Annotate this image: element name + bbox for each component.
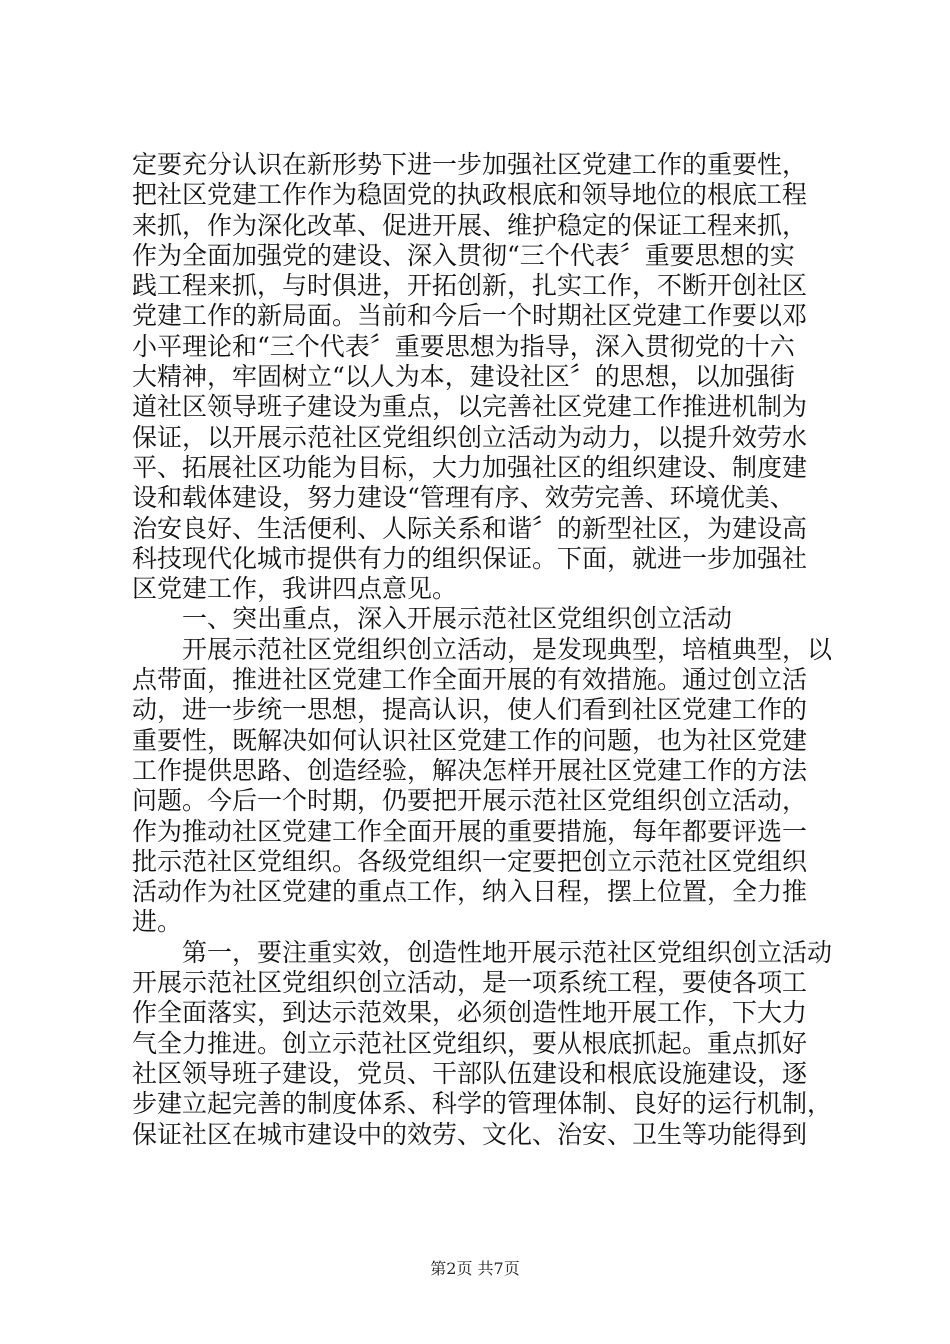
text-line: 活动作为社区党建的重点工作，纳入日程，摆上位置，全力推	[132, 877, 808, 907]
text-line: 问题。今后一个时期，仍要把开展示范社区党组织创立活动，	[132, 786, 808, 816]
text-line: 治安良好、生活便利、人际关系和谐〞的新型社区，为建设高	[132, 513, 808, 543]
text-line: 一、突出重点，深入开展示范社区党组织创立活动	[132, 604, 733, 634]
text-line: 保证社区在城市建设中的效劳、文化、治安、卫生等功能得到	[132, 1119, 808, 1149]
text-line: 科技现代化城市提供有力的组织保证。下面，就进一步加强社	[132, 543, 808, 573]
text-line: 践工程来抓，与时俱进，开拓创新，扎实工作，不断开创社区	[132, 271, 808, 301]
page-footer: 第2页 共7页	[430, 1259, 520, 1278]
text-line: 点带面，推进社区党建工作全面开展的有效措施。通过创立活	[132, 665, 808, 695]
text-line: 平、拓展社区功能为目标，大力加强社区的组织建设、制度建	[132, 452, 808, 482]
body-text	[132, 150, 832, 1150]
text-line: 来抓，作为深化改革、促进开展、维护稳定的保证工程来抓，	[132, 210, 808, 240]
text-line: 作全面落实，到达示范效果，必须创造性地开展工作，下大力	[132, 998, 808, 1028]
text-line: 党建工作的新局面。当前和今后一个时期社区党建工作要以邓	[132, 301, 808, 331]
text-line: 批示范社区党组织。各级党组织一定要把创立示范社区党组织	[132, 846, 808, 876]
text-line: 作为推动社区党建工作全面开展的重要措施，每年都要评选一	[132, 816, 808, 846]
text-line: 定要充分认识在新形势下进一步加强社区党建工作的重要性，	[132, 150, 808, 179]
text-line: 重要性，既解决如何认识社区党建工作的问题，也为社区党建	[132, 725, 808, 755]
text-line: 气全力推进。创立示范社区党组织，要从根底抓起。重点抓好	[132, 1028, 808, 1058]
text-line: 大精神，牢固树立“以人为本，建设社区〞的思想，以加强街	[132, 362, 795, 392]
text-line: 开展示范社区党组织创立活动，是一项系统工程，要使各项工	[132, 968, 808, 998]
text-line: 保证，以开展示范社区党组织创立活动为动力，以提升效劳水	[132, 422, 808, 452]
text-line: 设和载体建设，努力建设“管理有序、效劳完善、环境优美、	[132, 483, 795, 513]
text-line: 进。	[132, 907, 183, 937]
text-line: 工作提供思路、创造经验，解决怎样开展社区党建工作的方法	[132, 755, 808, 785]
text-line: 把社区党建工作作为稳固党的执政根底和领导地位的根底工程	[132, 180, 808, 210]
text-line: 开展示范社区党组织创立活动，是发现典型，培植典型，以	[132, 634, 833, 664]
text-line: 区党建工作，我讲四点意见。	[132, 574, 458, 604]
text-line: 社区领导班子建设，党员、干部队伍建设和根底设施建设，逐	[132, 1058, 808, 1088]
text-line: 第一，要注重实效，创造性地开展示范社区党组织创立活动	[132, 937, 833, 967]
text-line: 作为全面加强党的建设、深入贯彻“三个代表〞重要思想的实	[132, 240, 795, 270]
text-line: 道社区领导班子建设为重点，以完善社区党建工作推进机制为	[132, 392, 808, 422]
text-line: 小平理论和“三个代表〞重要思想为指导，深入贯彻党的十六	[132, 331, 795, 361]
text-line: 步建立起完善的制度体系、科学的管理体制、良好的运行机制，	[132, 1089, 833, 1119]
text-line: 动，进一步统一思想，提高认识，使人们看到社区党建工作的	[132, 695, 808, 725]
